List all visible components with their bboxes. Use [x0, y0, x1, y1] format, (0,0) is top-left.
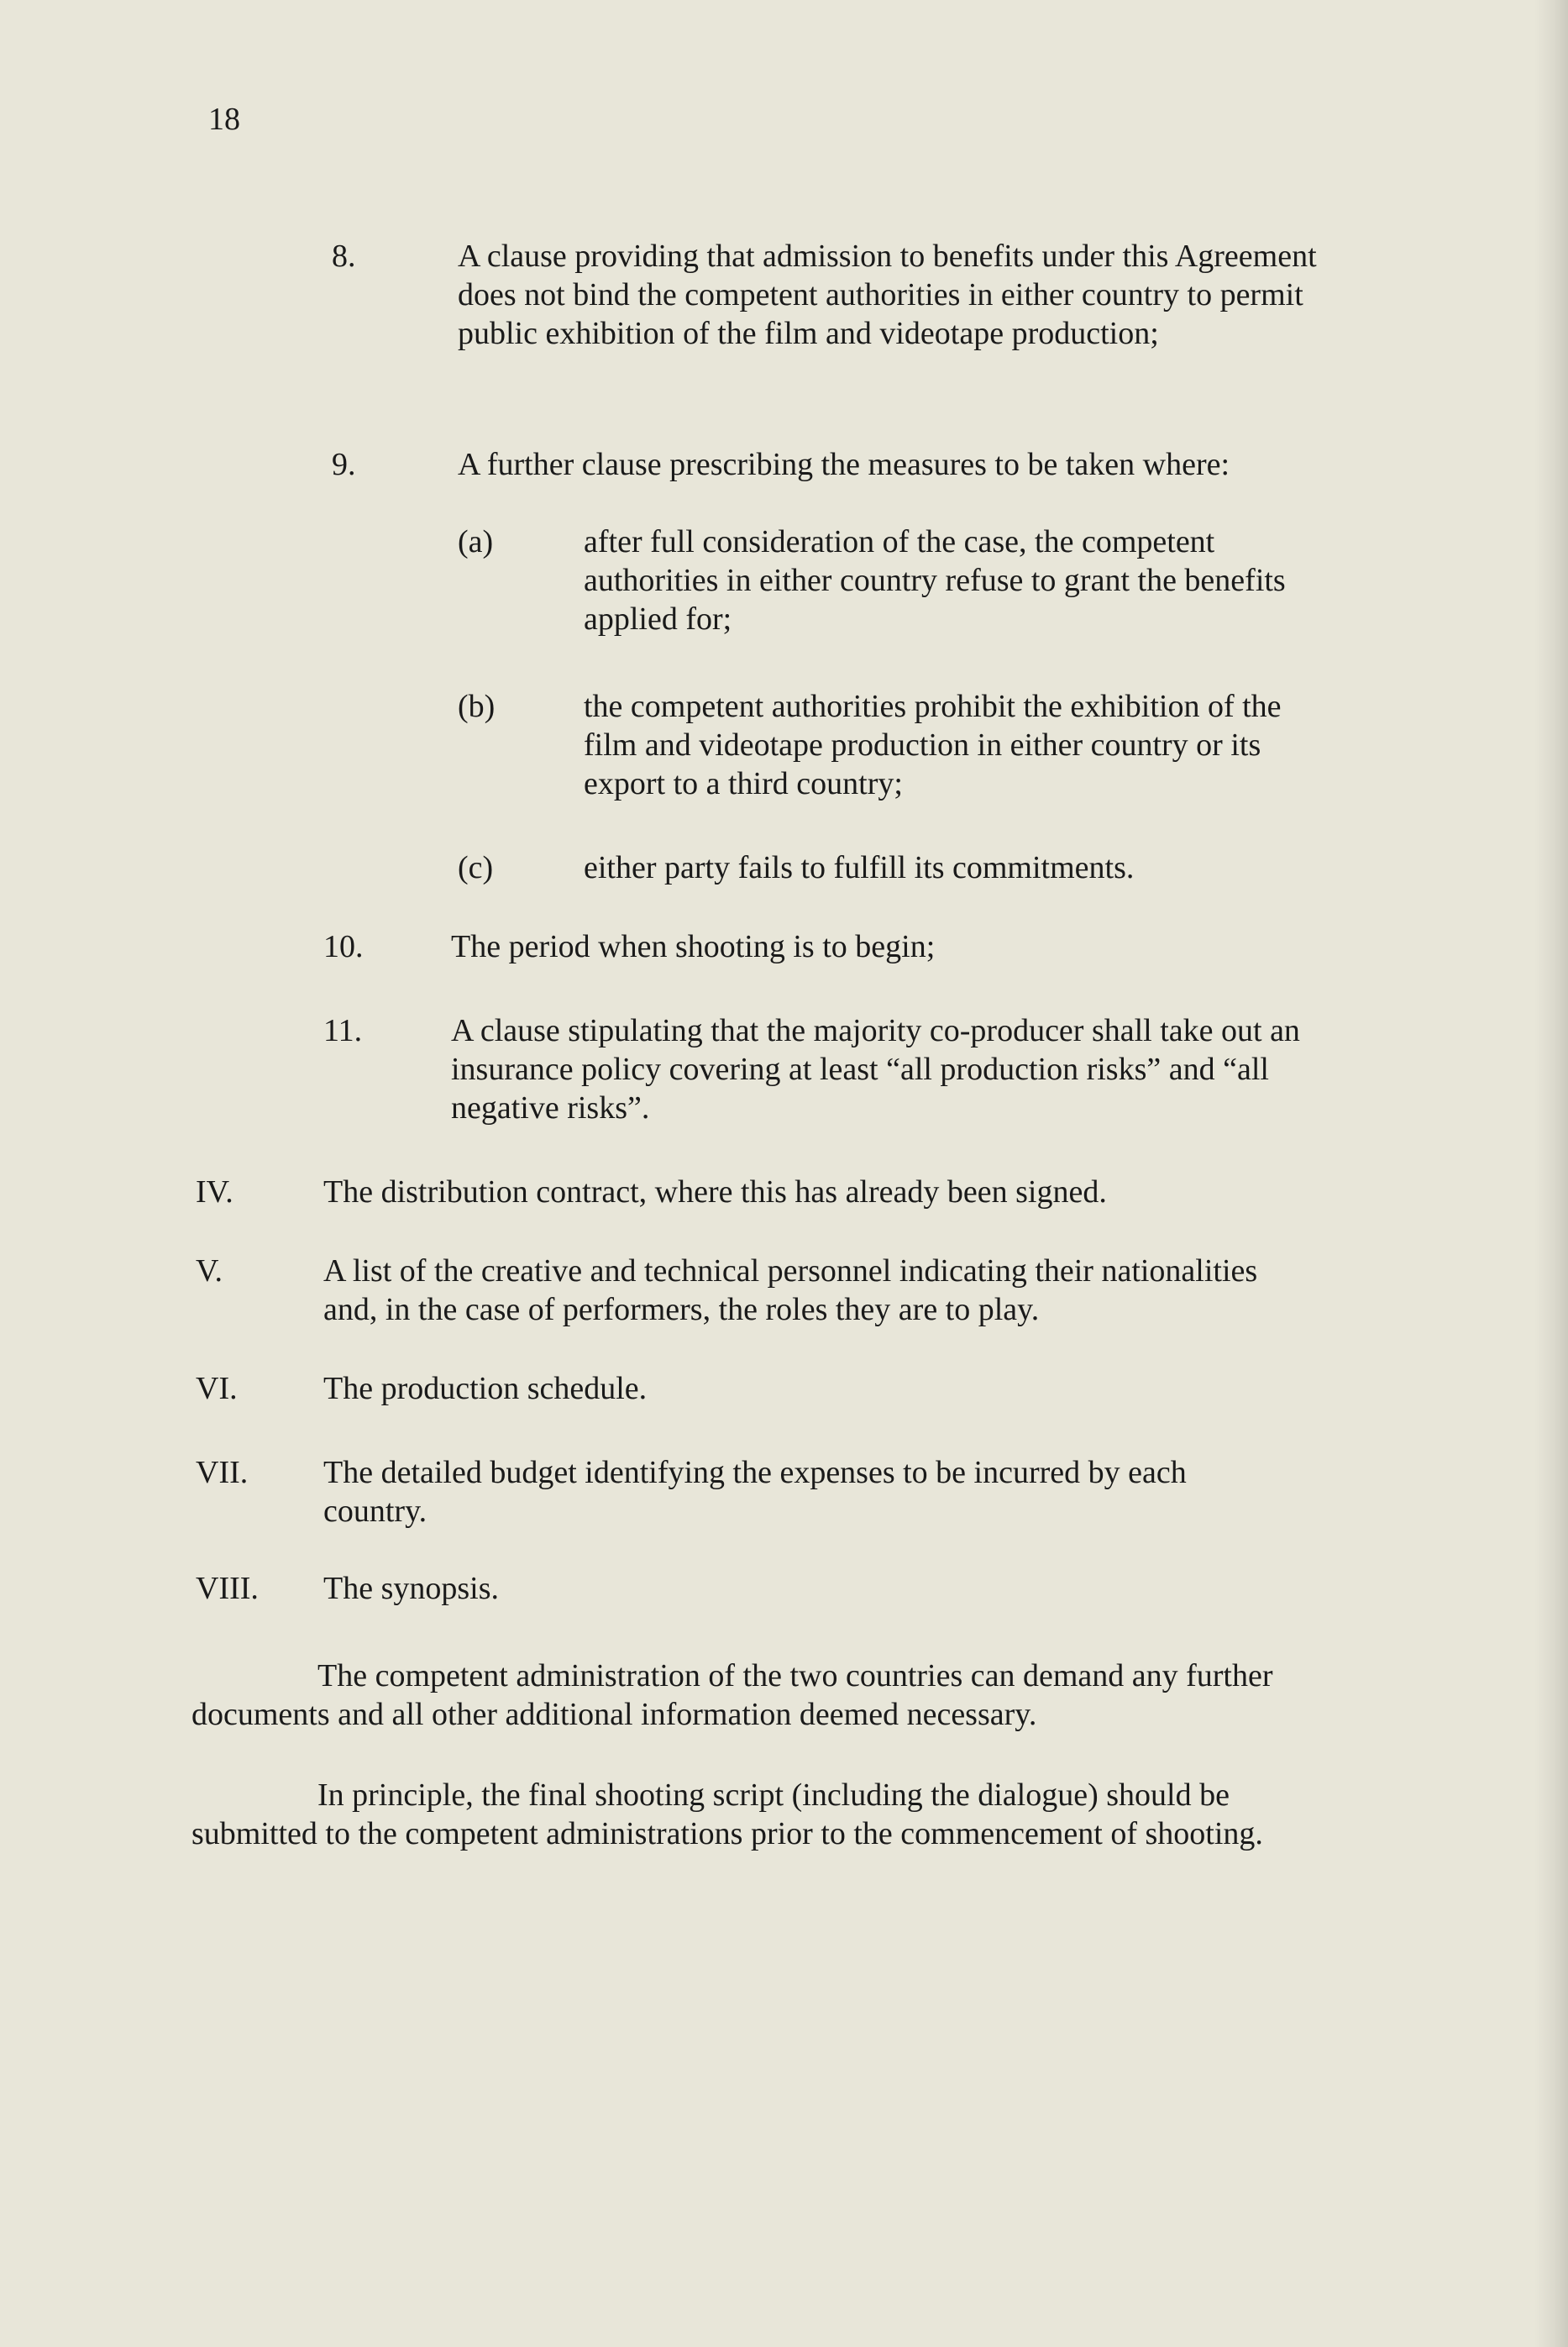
item-text: The detailed budget identifying the expenses to be incurred by each country.	[323, 1455, 1187, 1529]
roman-numeral: V.	[196, 1253, 223, 1289]
roman-numeral: IV.	[196, 1174, 233, 1210]
subclause-text: after full consideration of the case, the competent authorities in either country refuse to grant the benefits applied for;	[584, 524, 1286, 637]
clause-text: A clause providing that admission to benefits under this Agreement does not bind the competent authorities in either country to permit public exhibition of the film and videotape production;	[458, 239, 1317, 351]
page-number: 18	[208, 102, 240, 137]
item-text: A list of the creative and technical personnel indicating their nationalities and, in the case of performers, the roles they are to play.	[323, 1253, 1258, 1327]
subclause-letter: (b)	[458, 689, 496, 724]
clause-text: The period when shooting is to begin;	[451, 929, 936, 964]
subclause-letter: (a)	[458, 524, 494, 559]
item-text: The production schedule.	[323, 1371, 648, 1406]
roman-numeral: VII.	[196, 1455, 249, 1490]
clause-number: 11.	[323, 1013, 363, 1048]
subclause-text: the competent authorities prohibit the exhibition of the film and videotape production in either country or its export to a third country;	[584, 689, 1282, 801]
paragraph-additional-documents: The competent administration of the two countries can demand any further documents and all other additional information deemed necessary.	[191, 1658, 1273, 1732]
paragraph-shooting-script: In principle, the final shooting script (including the dialogue) should be submitted to the competent administrations prior to the commencement of shooting.	[191, 1777, 1263, 1851]
clause-number: 10.	[323, 929, 364, 964]
clause-number: 8.	[332, 239, 356, 274]
item-text: The distribution contract, where this has already been signed.	[323, 1174, 1107, 1210]
clause-text: A further clause prescribing the measures to be taken where:	[458, 447, 1230, 482]
page-edge-shadow	[1534, 0, 1568, 2347]
subclause-letter: (c)	[458, 850, 494, 885]
roman-numeral: VI.	[196, 1371, 238, 1406]
clause-number: 9.	[332, 447, 356, 482]
item-text: The synopsis.	[323, 1571, 499, 1606]
clause-text: A clause stipulating that the majority co-producer shall take out an insurance policy covering at least “all production risks” and “all negative risks”.	[451, 1013, 1300, 1126]
roman-numeral: VIII.	[196, 1571, 259, 1606]
subclause-text: either party fails to fulfill its commitments.	[584, 850, 1135, 885]
